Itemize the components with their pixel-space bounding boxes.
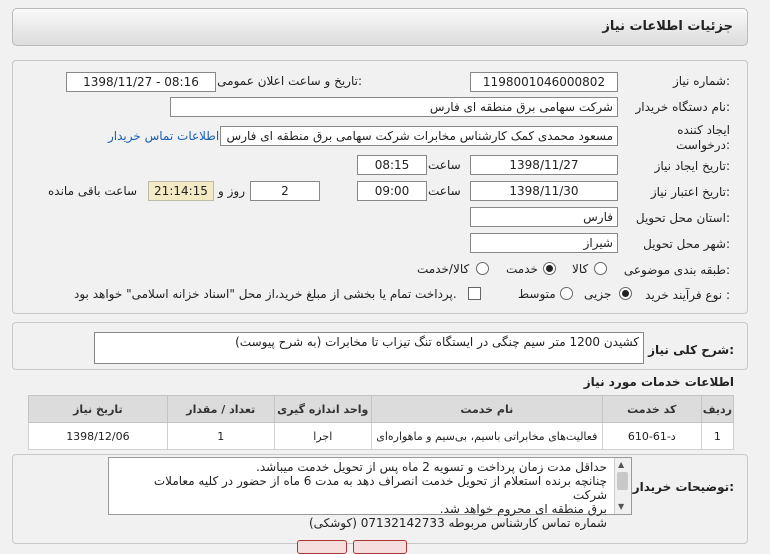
- action-button[interactable]: [353, 540, 407, 554]
- province-field: فارس: [470, 207, 618, 227]
- days-label: روز و: [218, 184, 245, 198]
- table-row: [29, 423, 734, 450]
- creator-field: مسعود محمدی کمک کارشناس مخابرات شرکت سهامی برق منطقه ای فارس: [220, 126, 618, 146]
- need-date-field: 1398/11/27: [470, 155, 618, 175]
- notes-scrollbar[interactable]: [614, 458, 631, 514]
- city-label: شهر محل تحویل:: [643, 237, 730, 251]
- creator-label-line2: درخواست:: [676, 138, 730, 152]
- validity-time-label: ساعت: [428, 184, 461, 198]
- scroll-thumb[interactable]: [617, 472, 628, 490]
- col-service-name: نام خدمت: [371, 396, 602, 423]
- process-note: پرداخت تمام یا بخشی از مبلغ خرید،از محل "اسناد خزانه اسلامی" خواهد بود.: [74, 287, 457, 301]
- need-number-field: 1198001046000802: [470, 72, 618, 92]
- category-radio-goods-service[interactable]: [476, 262, 489, 275]
- days-field: 2: [250, 181, 320, 201]
- notes-line: شماره تماس کارشناس مربوطه 07132142733 (کوشکی): [308, 516, 607, 530]
- process-type-label: نوع فرآیند خرید :: [645, 288, 730, 302]
- buyer-name-field: شرکت سهامی برق منطقه ای فارس: [170, 97, 618, 117]
- need-time-label: ساعت: [428, 158, 461, 172]
- process-option-medium: متوسط: [518, 287, 556, 301]
- scroll-up-arrow-icon[interactable]: ▲: [618, 460, 625, 469]
- process-option-partial: جزیی: [584, 287, 612, 301]
- category-radio-goods[interactable]: [594, 262, 607, 275]
- buyer-name-label: نام دستگاه خریدار:: [635, 100, 730, 114]
- action-button[interactable]: [297, 540, 347, 554]
- category-option-goods: کالا: [572, 262, 589, 276]
- need-number-label: شماره نیاز:: [672, 74, 730, 88]
- buyer-notes-textarea[interactable]: [108, 457, 632, 530]
- scroll-down-arrow-icon[interactable]: ▼: [618, 502, 625, 511]
- validity-time-field: 09:00: [357, 181, 427, 201]
- buyer-notes-label: توضیحات خریدار:: [632, 480, 734, 494]
- buyer-contact-link[interactable]: اطلاعات تماس خریدار: [108, 129, 220, 143]
- cell-quantity: 1: [167, 423, 274, 450]
- cell-row-number: 1: [701, 423, 733, 450]
- category-option-goods-service: کالا/خدمت: [417, 262, 470, 276]
- col-need-date: تاریخ نیاز: [29, 396, 168, 423]
- category-radio-service[interactable]: [543, 262, 556, 275]
- services-info-heading: اطلاعات خدمات مورد نیاز: [583, 375, 734, 389]
- remaining-label: ساعت باقی مانده: [48, 184, 138, 198]
- services-table: [28, 395, 734, 450]
- cell-service-code: د-61-610: [602, 423, 701, 450]
- validity-date-label: تاریخ اعتبار نیاز:: [650, 185, 730, 199]
- need-time-field: 08:15: [357, 155, 427, 175]
- announce-datetime-field: 1398/11/27 - 08:16: [66, 72, 216, 92]
- notes-line: حداقل مدت زمان پرداخت و تسویه 2 ماه پس از تحویل خدمت میباشد.: [256, 460, 607, 474]
- col-row-number: ردیف: [701, 396, 733, 423]
- city-field: شیراز: [470, 233, 618, 253]
- col-unit: واحد اندازه گیری: [274, 396, 371, 423]
- table-header-row: [29, 396, 734, 423]
- category-option-service: خدمت: [506, 262, 538, 276]
- validity-date-field: 1398/11/30: [470, 181, 618, 201]
- announce-datetime-label: تاریخ و ساعت اعلان عمومی:: [217, 74, 362, 88]
- notes-line: برق منطقه ای محروم خواهد شد.: [439, 502, 607, 516]
- cell-service-name: فعالیت‌های مخابراتی باسیم، بی‌سیم و ماهواره‌ای: [371, 423, 602, 450]
- process-radio-partial[interactable]: [619, 287, 632, 300]
- page-title: جزئیات اطلاعات نیاز: [602, 19, 733, 34]
- buyer-notes-text: [117, 460, 607, 530]
- category-label: طبقه بندی موضوعی:: [623, 263, 730, 277]
- treasury-checkbox[interactable]: [468, 287, 481, 300]
- cell-need-date: 1398/12/06: [29, 423, 168, 450]
- province-label: استان محل تحویل:: [635, 211, 730, 225]
- remaining-time-field: 21:14:15: [148, 181, 214, 201]
- creator-label-line1: ایجاد کننده: [677, 123, 730, 137]
- col-quantity: تعداد / مقدار: [167, 396, 274, 423]
- process-radio-medium[interactable]: [560, 287, 573, 300]
- general-desc-label: شرح کلی نیاز:: [648, 343, 734, 357]
- notes-line: چنانچه برنده استعلام از تحویل خدمت انصراف دهد به مدت 6 ماه از حضور در کلیه معاملات شرکت: [153, 474, 607, 502]
- need-date-label: تاریخ ایجاد نیاز:: [654, 159, 730, 173]
- page-header: [12, 8, 748, 46]
- cell-unit: اجرا: [274, 423, 371, 450]
- col-service-code: کد خدمت: [602, 396, 701, 423]
- general-desc-field: کشیدن 1200 متر سیم چنگی در ایستگاه تنگ تیزاب تا مخابرات (به شرح پیوست): [94, 332, 644, 364]
